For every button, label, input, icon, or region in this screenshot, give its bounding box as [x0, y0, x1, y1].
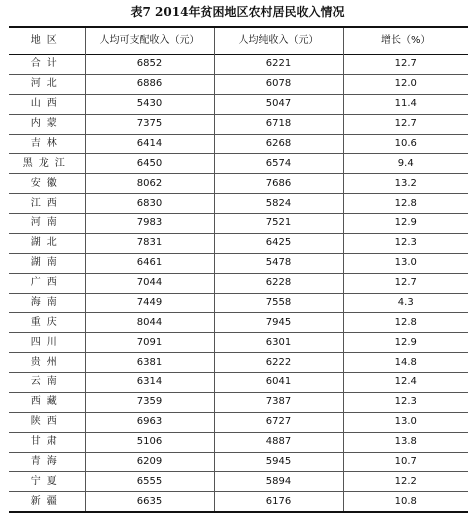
cell-growth: 12.3 [394, 396, 417, 408]
cell-net-income: 6301 [214, 333, 343, 353]
table-row [9, 174, 468, 194]
cell-growth: 12.8 [394, 197, 417, 209]
cell-growth: 12.7 [394, 58, 417, 70]
cell-growth: 10.6 [394, 137, 417, 149]
cell-net-income: 6268 [214, 134, 343, 154]
cell-region: 青海 [9, 452, 85, 472]
cell-growth: 4.3 [397, 296, 414, 308]
table-row [9, 214, 468, 234]
cell-disposable-income: 7983 [85, 214, 214, 234]
cell-net-income: 7521 [214, 214, 343, 234]
cell-net-income: 7558 [214, 293, 343, 313]
header-row [9, 27, 468, 55]
cell-net-income: 6176 [214, 492, 343, 512]
cell-region: 河北 [9, 74, 85, 94]
table-row [9, 492, 468, 512]
cell-region: 山西 [9, 94, 85, 114]
cell-region: 广西 [9, 273, 85, 293]
table-row [9, 114, 468, 134]
cell-disposable-income: 6555 [85, 472, 214, 492]
cell-disposable-income: 6963 [85, 412, 214, 432]
cell-disposable-income: 6830 [85, 194, 214, 214]
cell-growth: 12.0 [394, 78, 417, 90]
header-net-income: 人均纯收入（元） [214, 27, 343, 55]
cell-growth: 12.9 [394, 217, 417, 229]
cell-net-income: 5478 [214, 253, 343, 273]
cell-region: 新疆 [9, 492, 85, 512]
table-row [9, 233, 468, 253]
table-row [9, 253, 468, 273]
cell-disposable-income: 6414 [85, 134, 214, 154]
header-region: 地区 [9, 27, 85, 55]
table-row [9, 134, 468, 154]
cell-disposable-income: 6635 [85, 492, 214, 512]
cell-region: 贵州 [9, 353, 85, 373]
cell-net-income: 5824 [214, 194, 343, 214]
cell-disposable-income: 5106 [85, 432, 214, 452]
cell-net-income: 6425 [214, 233, 343, 253]
table-row [9, 74, 468, 94]
cell-region: 四川 [9, 333, 85, 353]
table-row [9, 55, 468, 75]
cell-region: 甘肃 [9, 432, 85, 452]
table-row [9, 412, 468, 432]
cell-region: 合计 [9, 55, 85, 75]
table-row [9, 194, 468, 214]
table-row [9, 452, 468, 472]
table-body [9, 55, 468, 513]
cell-net-income: 6222 [214, 353, 343, 373]
cell-growth: 9.4 [397, 157, 414, 169]
cell-growth: 10.7 [394, 455, 417, 467]
cell-net-income: 5047 [214, 94, 343, 114]
cell-net-income: 7387 [214, 392, 343, 412]
cell-growth: 12.7 [394, 118, 417, 130]
cell-disposable-income: 7831 [85, 233, 214, 253]
cell-disposable-income: 6461 [85, 253, 214, 273]
cell-net-income: 7945 [214, 313, 343, 333]
cell-region: 黑龙江 [9, 154, 85, 174]
table-row [9, 353, 468, 373]
cell-growth: 12.9 [394, 336, 417, 348]
cell-growth: 13.8 [394, 436, 417, 448]
cell-disposable-income: 6852 [85, 55, 214, 75]
cell-region: 云南 [9, 373, 85, 393]
cell-net-income: 5894 [214, 472, 343, 492]
cell-disposable-income: 8062 [85, 174, 214, 194]
cell-disposable-income: 7359 [85, 392, 214, 412]
cell-net-income: 7686 [214, 174, 343, 194]
cell-growth: 11.4 [394, 98, 417, 110]
cell-growth: 13.0 [394, 416, 417, 428]
cell-region: 江西 [9, 194, 85, 214]
cell-growth: 13.0 [394, 257, 417, 269]
table-row [9, 373, 468, 393]
cell-disposable-income: 7044 [85, 273, 214, 293]
header-disposable-income: 人均可支配收入（元） [85, 27, 214, 55]
cell-region: 安徽 [9, 174, 85, 194]
cell-net-income: 6228 [214, 273, 343, 293]
cell-growth: 12.7 [394, 277, 417, 289]
cell-disposable-income: 6381 [85, 353, 214, 373]
cell-net-income: 6221 [214, 55, 343, 75]
cell-net-income: 6078 [214, 74, 343, 94]
income-table [9, 26, 468, 513]
cell-region: 湖北 [9, 233, 85, 253]
cell-growth: 12.2 [394, 475, 417, 487]
cell-net-income: 6574 [214, 154, 343, 174]
table-row [9, 333, 468, 353]
table-row [9, 313, 468, 333]
cell-region: 西藏 [9, 392, 85, 412]
cell-disposable-income: 5430 [85, 94, 214, 114]
cell-disposable-income: 6209 [85, 452, 214, 472]
cell-region: 湖南 [9, 253, 85, 273]
cell-region: 宁夏 [9, 472, 85, 492]
cell-region: 陕西 [9, 412, 85, 432]
cell-disposable-income: 8044 [85, 313, 214, 333]
cell-region: 吉林 [9, 134, 85, 154]
cell-net-income: 6727 [214, 412, 343, 432]
cell-disposable-income: 7091 [85, 333, 214, 353]
table-row [9, 273, 468, 293]
cell-net-income: 5945 [214, 452, 343, 472]
cell-net-income: 6718 [214, 114, 343, 134]
cell-growth: 12.8 [394, 316, 417, 328]
cell-region: 重庆 [9, 313, 85, 333]
table-row [9, 154, 468, 174]
table-row [9, 293, 468, 313]
cell-disposable-income: 6886 [85, 74, 214, 94]
table-row [9, 392, 468, 412]
table-title: 表7 2014年贫困地区农村居民收入情况 [130, 5, 345, 19]
cell-disposable-income: 7449 [85, 293, 214, 313]
cell-growth: 12.4 [394, 376, 417, 388]
cell-net-income: 4887 [214, 432, 343, 452]
table-row [9, 94, 468, 114]
cell-region: 内蒙 [9, 114, 85, 134]
cell-growth: 10.8 [394, 495, 417, 507]
cell-growth: 14.8 [394, 356, 417, 368]
cell-disposable-income: 7375 [85, 114, 214, 134]
cell-region: 海南 [9, 293, 85, 313]
table-row [9, 472, 468, 492]
cell-disposable-income: 6450 [85, 154, 214, 174]
cell-net-income: 6041 [214, 373, 343, 393]
cell-growth: 12.3 [394, 237, 417, 249]
header-growth: 增长（%） [380, 35, 431, 46]
table-row [9, 432, 468, 452]
cell-region: 河南 [9, 214, 85, 234]
cell-growth: 13.2 [394, 177, 417, 189]
cell-disposable-income: 6314 [85, 373, 214, 393]
